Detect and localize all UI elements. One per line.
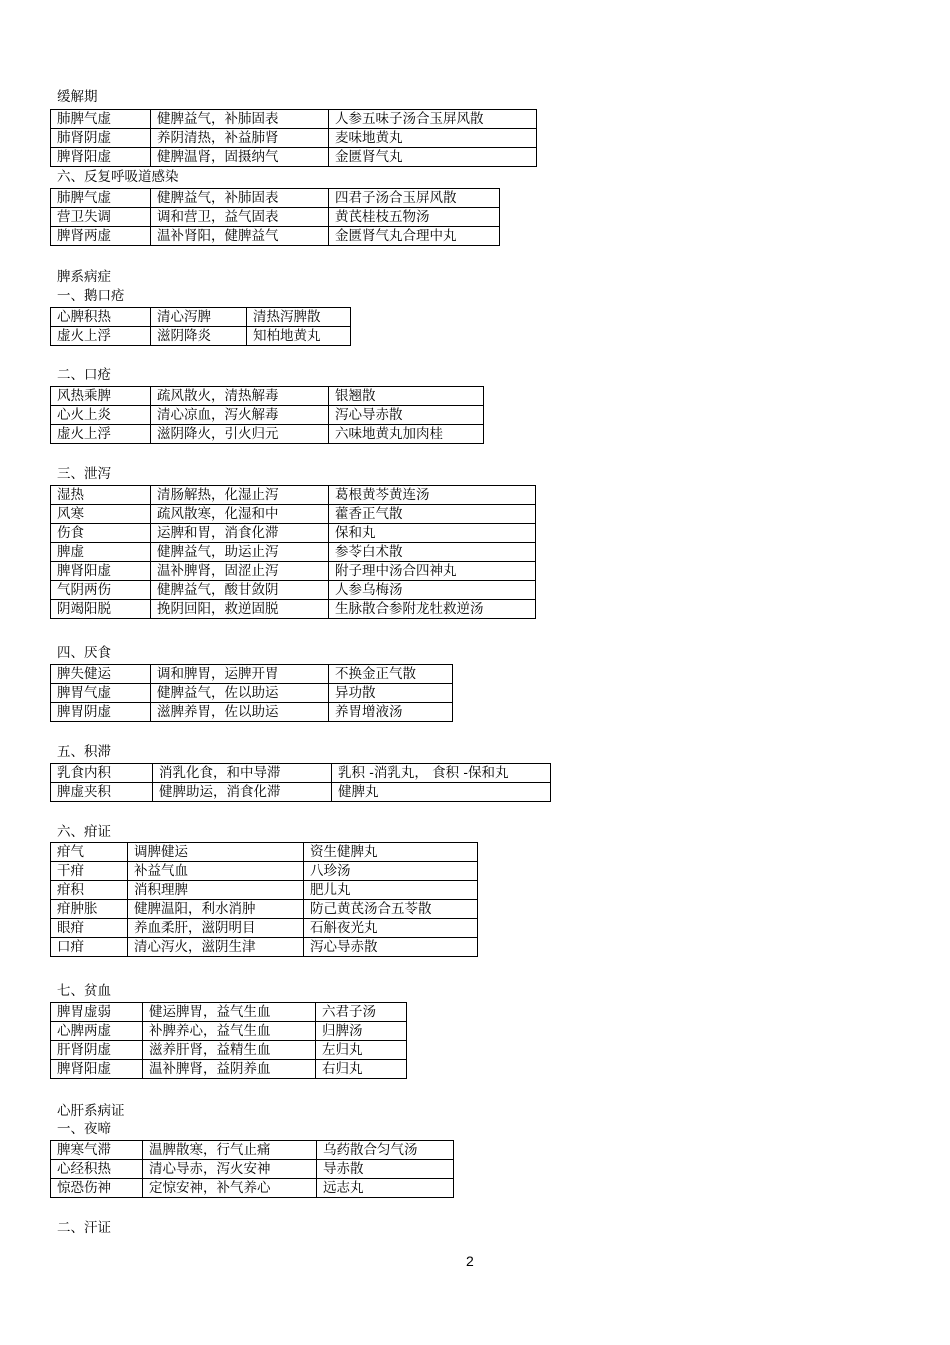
formula-cell: 导赤散: [317, 1160, 454, 1179]
table-row: [51, 562, 536, 581]
section-heading: 三、泄泻: [57, 466, 111, 482]
table-row: [51, 208, 500, 227]
table-row: [51, 110, 537, 129]
section-heading: 五、积滞: [57, 744, 111, 760]
formula-cell: 人参乌梅汤: [329, 581, 536, 600]
treatment-cell: 滋阴降炎: [151, 327, 247, 346]
formula-cell: 保和丸: [329, 524, 536, 543]
syndrome-cell: 湿热: [51, 486, 151, 505]
treatment-cell: 温补脾肾，固涩止泻: [151, 562, 329, 581]
formula-cell: 肥儿丸: [304, 881, 478, 900]
formula-cell: 金匮肾气丸合理中丸: [329, 227, 500, 246]
treatment-cell: 消积理脾: [128, 881, 304, 900]
section-heading: 二、口疮: [57, 367, 111, 383]
treatment-cell: 疏风散火，清热解毒: [151, 387, 329, 406]
table-row: [51, 1022, 407, 1041]
treatment-cell: 健脾益气，酸甘敛阴: [151, 581, 329, 600]
syndrome-cell: 营卫失调: [51, 208, 151, 227]
table-row: [51, 327, 351, 346]
formula-cell: 藿香正气散: [329, 505, 536, 524]
prescription-table: [50, 1002, 407, 1079]
formula-cell: 泻心导赤散: [304, 938, 478, 957]
treatment-cell: 健脾益气，补肺固表: [151, 189, 329, 208]
syndrome-cell: 脾肾阳虚: [51, 148, 151, 167]
formula-cell: 养胃增液汤: [329, 703, 453, 722]
syndrome-cell: 虚火上浮: [51, 327, 151, 346]
table-row: [51, 227, 500, 246]
table-row: [51, 505, 536, 524]
formula-cell: 远志丸: [317, 1179, 454, 1198]
table-row: [51, 600, 536, 619]
syndrome-cell: 惊恐伤神: [51, 1179, 143, 1198]
table-row: [51, 900, 478, 919]
treatment-cell: 清心泻火，滋阴生津: [128, 938, 304, 957]
syndrome-cell: 脾肾阳虚: [51, 562, 151, 581]
syndrome-cell: 风热乘脾: [51, 387, 151, 406]
formula-cell: 健脾丸: [332, 783, 551, 802]
formula-cell: 乳积 -消乳丸， 食积 -保和丸: [332, 764, 551, 783]
formula-cell: 异功散: [329, 684, 453, 703]
table-row: [51, 1160, 454, 1179]
syndrome-cell: 虚火上浮: [51, 425, 151, 444]
syndrome-cell: 心经积热: [51, 1160, 143, 1179]
treatment-cell: 健脾温阳，利水消肿: [128, 900, 304, 919]
table-row: [51, 406, 484, 425]
prescription-table: [50, 109, 537, 167]
treatment-cell: 健脾益气，助运止泻: [151, 543, 329, 562]
section-heading: 脾系病症: [57, 269, 111, 285]
treatment-cell: 定惊安神，补气养心: [143, 1179, 317, 1198]
syndrome-cell: 肺脾气虚: [51, 189, 151, 208]
table-row: [51, 862, 478, 881]
table-row: [51, 684, 453, 703]
treatment-cell: 调脾健运: [128, 843, 304, 862]
section-heading: 一、鹅口疮: [57, 288, 125, 304]
section-heading: 四、厌食: [57, 645, 111, 661]
treatment-cell: 养血柔肝，滋阴明目: [128, 919, 304, 938]
prescription-table: [50, 386, 484, 444]
syndrome-cell: 肝肾阴虚: [51, 1041, 143, 1060]
treatment-cell: 养阴清热，补益肺肾: [151, 129, 329, 148]
treatment-cell: 清心凉血，泻火解毒: [151, 406, 329, 425]
syndrome-cell: 脾胃阴虚: [51, 703, 151, 722]
table-row: [51, 1041, 407, 1060]
treatment-cell: 消乳化食，和中导滞: [153, 764, 332, 783]
formula-cell: 乌药散合匀气汤: [317, 1141, 454, 1160]
syndrome-cell: 脾肾两虚: [51, 227, 151, 246]
formula-cell: 银翘散: [329, 387, 484, 406]
syndrome-cell: 疳肿胀: [51, 900, 128, 919]
prescription-table: [50, 1140, 454, 1198]
treatment-cell: 健脾温肾，固摄纳气: [151, 148, 329, 167]
treatment-cell: 滋脾养胃，佐以助运: [151, 703, 329, 722]
formula-cell: 左归丸: [316, 1041, 407, 1060]
syndrome-cell: 肺脾气虚: [51, 110, 151, 129]
syndrome-cell: 脾虚: [51, 543, 151, 562]
syndrome-cell: 口疳: [51, 938, 128, 957]
prescription-table: [50, 485, 536, 619]
table-row: [51, 1060, 407, 1079]
page-number: 2: [466, 1253, 474, 1269]
treatment-cell: 健脾助运，消食化滞: [153, 783, 332, 802]
treatment-cell: 健脾益气，补肺固表: [151, 110, 329, 129]
formula-cell: 生脉散合参附龙牡救逆汤: [329, 600, 536, 619]
formula-cell: 黄芪桂枝五物汤: [329, 208, 500, 227]
treatment-cell: 调和脾胃，运脾开胃: [151, 665, 329, 684]
table-row: [51, 387, 484, 406]
table-row: [51, 425, 484, 444]
table-row: [51, 665, 453, 684]
formula-cell: 参苓白术散: [329, 543, 536, 562]
table-row: [51, 486, 536, 505]
treatment-cell: 滋养肝肾，益精生血: [143, 1041, 316, 1060]
prescription-table: [50, 307, 351, 346]
syndrome-cell: 脾肾阳虚: [51, 1060, 143, 1079]
treatment-cell: 清心导赤，泻火安神: [143, 1160, 317, 1179]
section-heading: 六、反复呼吸道感染: [57, 169, 179, 185]
table-row: [51, 1141, 454, 1160]
treatment-cell: 滋阴降火，引火归元: [151, 425, 329, 444]
treatment-cell: 健运脾胃，益气生血: [143, 1003, 316, 1022]
prescription-table: [50, 763, 551, 802]
table-row: [51, 581, 536, 600]
formula-cell: 泻心导赤散: [329, 406, 484, 425]
formula-cell: 清热泻脾散: [247, 308, 351, 327]
treatment-cell: 温补肾阳，健脾益气: [151, 227, 329, 246]
syndrome-cell: 心脾两虚: [51, 1022, 143, 1041]
section-heading: 缓解期: [57, 89, 98, 105]
table-row: [51, 189, 500, 208]
treatment-cell: 调和营卫，益气固表: [151, 208, 329, 227]
treatment-cell: 疏风散寒，化湿和中: [151, 505, 329, 524]
syndrome-cell: 阴竭阳脱: [51, 600, 151, 619]
syndrome-cell: 肺肾阴虚: [51, 129, 151, 148]
syndrome-cell: 气阴两伤: [51, 581, 151, 600]
syndrome-cell: 脾胃虚弱: [51, 1003, 143, 1022]
section-heading: 六、疳证: [57, 824, 111, 840]
syndrome-cell: 乳食内积: [51, 764, 153, 783]
section-heading: 七、贫血: [57, 983, 111, 999]
formula-cell: 防己黄芪汤合五苓散: [304, 900, 478, 919]
syndrome-cell: 干疳: [51, 862, 128, 881]
formula-cell: 石斛夜光丸: [304, 919, 478, 938]
formula-cell: 六君子汤: [316, 1003, 407, 1022]
treatment-cell: 挽阴回阳，救逆固脱: [151, 600, 329, 619]
table-row: [51, 1003, 407, 1022]
table-row: [51, 938, 478, 957]
section-heading: 二、汗证: [57, 1220, 111, 1236]
syndrome-cell: 疳积: [51, 881, 128, 900]
formula-cell: 八珍汤: [304, 862, 478, 881]
prescription-table: [50, 842, 478, 957]
table-row: [51, 148, 537, 167]
treatment-cell: 运脾和胃，消食化滞: [151, 524, 329, 543]
syndrome-cell: 脾胃气虚: [51, 684, 151, 703]
formula-cell: 知柏地黄丸: [247, 327, 351, 346]
formula-cell: 附子理中汤合四神丸: [329, 562, 536, 581]
formula-cell: 右归丸: [316, 1060, 407, 1079]
section-heading: 一、夜啼: [57, 1121, 111, 1137]
formula-cell: 归脾汤: [316, 1022, 407, 1041]
table-row: [51, 764, 551, 783]
treatment-cell: 温补脾肾，益阴养血: [143, 1060, 316, 1079]
table-row: [51, 703, 453, 722]
syndrome-cell: 心火上炎: [51, 406, 151, 425]
table-row: [51, 843, 478, 862]
formula-cell: 资生健脾丸: [304, 843, 478, 862]
treatment-cell: 清肠解热，化湿止泻: [151, 486, 329, 505]
formula-cell: 葛根黄芩黄连汤: [329, 486, 536, 505]
formula-cell: 不换金正气散: [329, 665, 453, 684]
syndrome-cell: 疳气: [51, 843, 128, 862]
formula-cell: 人参五味子汤合玉屏风散: [329, 110, 537, 129]
syndrome-cell: 脾虚夹积: [51, 783, 153, 802]
formula-cell: 金匮肾气丸: [329, 148, 537, 167]
syndrome-cell: 脾寒气滞: [51, 1141, 143, 1160]
formula-cell: 麦味地黄丸: [329, 129, 537, 148]
prescription-table: [50, 664, 453, 722]
formula-cell: 四君子汤合玉屏风散: [329, 189, 500, 208]
prescription-table: [50, 188, 500, 246]
table-row: [51, 524, 536, 543]
treatment-cell: 补益气血: [128, 862, 304, 881]
table-row: [51, 919, 478, 938]
table-row: [51, 543, 536, 562]
table-row: [51, 1179, 454, 1198]
syndrome-cell: 伤食: [51, 524, 151, 543]
table-row: [51, 783, 551, 802]
table-row: [51, 129, 537, 148]
treatment-cell: 清心泻脾: [151, 308, 247, 327]
syndrome-cell: 风寒: [51, 505, 151, 524]
table-row: [51, 308, 351, 327]
section-heading: 心肝系病证: [57, 1103, 125, 1119]
treatment-cell: 补脾养心，益气生血: [143, 1022, 316, 1041]
formula-cell: 六味地黄丸加肉桂: [329, 425, 484, 444]
syndrome-cell: 脾失健运: [51, 665, 151, 684]
syndrome-cell: 心脾积热: [51, 308, 151, 327]
syndrome-cell: 眼疳: [51, 919, 128, 938]
treatment-cell: 健脾益气，佐以助运: [151, 684, 329, 703]
treatment-cell: 温脾散寒，行气止痛: [143, 1141, 317, 1160]
table-row: [51, 881, 478, 900]
